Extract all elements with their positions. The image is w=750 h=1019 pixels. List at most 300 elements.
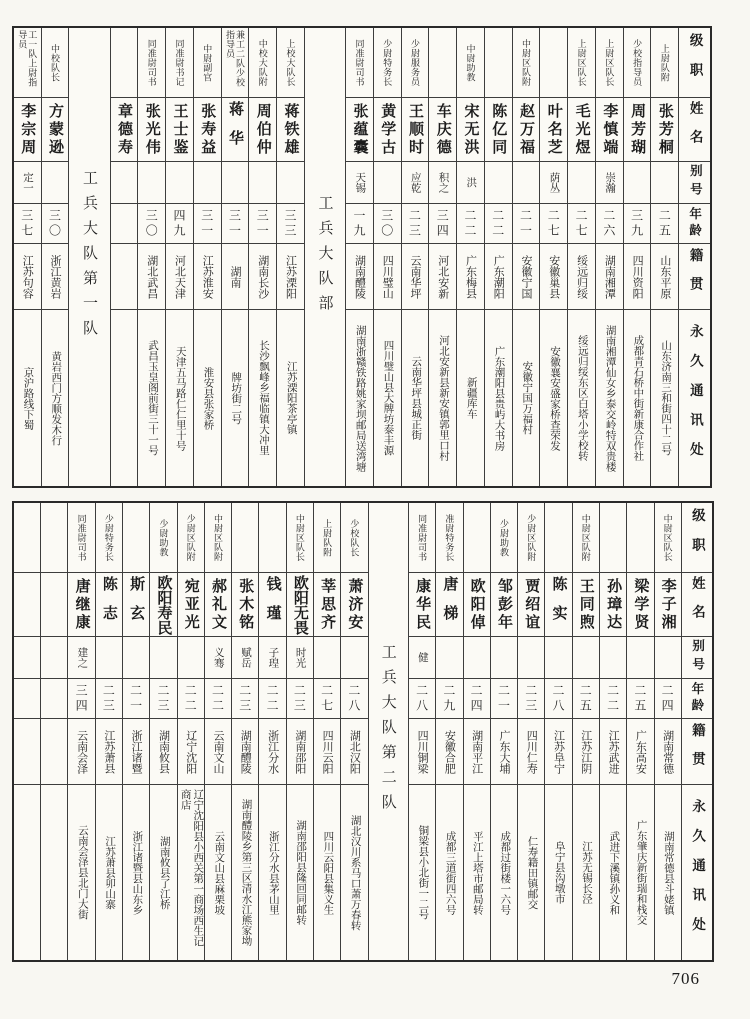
- section-divider-label: 工兵大队第一队: [80, 169, 97, 345]
- person-column: [595, 28, 623, 486]
- person-column: [149, 503, 176, 960]
- name-cell: 王士鉴: [166, 98, 193, 162]
- person-column: [435, 503, 462, 960]
- native-cell: 四川仁寿: [518, 719, 544, 785]
- rank-cell: 同准尉司书: [409, 503, 435, 573]
- header-name: 姓名: [682, 573, 712, 637]
- person-column: [408, 503, 435, 960]
- age-cell: 四九: [166, 204, 193, 244]
- name-cell: 张寿益: [194, 98, 221, 162]
- native-cell: 辽宁沈阳: [178, 719, 204, 785]
- rank-cell: [464, 503, 490, 573]
- person-column: [484, 28, 512, 486]
- header-alias: 别号: [679, 162, 710, 204]
- native-cell: 湖南: [222, 244, 249, 310]
- rank-cell: 少尉特务长: [96, 503, 122, 573]
- rank-cell: 中尉区队附: [205, 503, 231, 573]
- person-column: [340, 503, 367, 960]
- alias-cell: 子瑝: [259, 637, 285, 679]
- name-cell: 张芳桐: [651, 98, 678, 162]
- name-cell: 叶名芝: [540, 98, 567, 162]
- person-column: [95, 503, 122, 960]
- person-column: [248, 28, 276, 486]
- age-cell: 二八: [545, 679, 571, 719]
- header-native: 籍贯: [679, 244, 710, 310]
- rank-cell: 上校大队长: [277, 28, 304, 98]
- native-cell: 湖南常德: [655, 719, 681, 785]
- address-cell: 仁寿籍田镇邮交: [526, 835, 538, 910]
- name-cell: 毛光煜: [568, 98, 595, 162]
- native-cell: 江苏武进: [600, 719, 626, 785]
- alias-cell: [194, 162, 221, 204]
- address-cell: 天津五马路仁仁里十号: [174, 345, 186, 451]
- age-cell: 三〇: [374, 204, 401, 244]
- alias-cell: 义骞: [205, 637, 231, 679]
- rank-cell: 同准尉书记: [166, 28, 193, 98]
- native-cell: 江苏溧阳: [277, 244, 304, 310]
- address-cell: 湖南邵阳县隆回同邮转: [295, 820, 307, 925]
- name-cell: 张木铭: [232, 573, 258, 637]
- alias-cell: [513, 162, 540, 204]
- header-column: [678, 28, 710, 486]
- name-cell: 邹彭年: [491, 573, 517, 637]
- rank-cell: [627, 503, 653, 573]
- name-cell: 赵万福: [513, 98, 540, 162]
- native-cell: 湖南湘潭: [596, 244, 623, 310]
- address-cell: 成都青石桥中街新康合作社: [632, 335, 644, 461]
- name-cell: 唐梯: [436, 573, 462, 637]
- native-cell: 湖南邵阳: [287, 719, 313, 785]
- alias-cell: [341, 637, 367, 679]
- address-cell: 安徽襄安盛家桥查荣发: [549, 345, 561, 451]
- person-column: [517, 503, 544, 960]
- person-column: [110, 28, 138, 486]
- address-cell: 湖北汉川系马口萧万春转: [349, 814, 361, 931]
- name-cell: 贾绍谊: [518, 573, 544, 637]
- empty-cell: [14, 637, 40, 679]
- age-cell: 二八: [341, 679, 367, 719]
- native-cell: 湖南平江: [464, 719, 490, 785]
- alias-cell: [485, 162, 512, 204]
- age-cell: 三三: [277, 204, 304, 244]
- name-cell: 唐继康: [68, 573, 94, 637]
- section-divider: [304, 28, 345, 486]
- name-cell: 欧阳倬: [464, 573, 490, 637]
- address-cell: 浙江分水县茅山里: [267, 830, 279, 915]
- native-cell: 山东平原: [651, 244, 678, 310]
- name-cell: 章德寿: [111, 98, 138, 162]
- rank-cell: 中尉区队长: [655, 503, 681, 573]
- alias-cell: [464, 637, 490, 679]
- name-cell: 李子湘: [655, 573, 681, 637]
- alias-cell: [491, 637, 517, 679]
- empty-cell: [14, 573, 40, 637]
- address-cell: 成都过街楼一六号: [499, 830, 511, 915]
- native-cell: 浙江黄岩: [42, 244, 69, 310]
- address-cell: 淮安县张家桥: [202, 366, 214, 430]
- person-column: [14, 28, 41, 486]
- address-cell: 山东济南三和街四十二号: [660, 340, 672, 456]
- alias-cell: [545, 637, 571, 679]
- address-cell: [111, 310, 138, 486]
- age-cell: 二三: [96, 679, 122, 719]
- person-column: [456, 28, 484, 486]
- address-cell: 四川璧山县大牌坊泰丰源: [382, 340, 394, 456]
- header-age: 年龄: [682, 679, 712, 719]
- native-cell: 云南会泽: [68, 719, 94, 785]
- empty-cell: [41, 719, 67, 785]
- address-cell: 湖南常德县斗姥镇: [662, 830, 674, 915]
- alias-cell: [655, 637, 681, 679]
- rank-cell: 中尉副官: [194, 28, 221, 98]
- age-cell: 二一: [491, 679, 517, 719]
- alias-cell: 定一: [14, 162, 41, 204]
- address-cell: 铜梁县小北街一二号: [417, 825, 429, 920]
- address-cell: 河北安新县新安镇郭里口村: [437, 335, 449, 461]
- native-cell: 江苏阜宁: [545, 719, 571, 785]
- age-cell: 三四: [429, 204, 456, 244]
- rank-cell: [429, 28, 456, 98]
- age-cell: 二五: [651, 204, 678, 244]
- rank-cell: [600, 503, 626, 573]
- person-column: [626, 503, 653, 960]
- section-divider: [368, 503, 408, 960]
- header-age: 年龄: [679, 204, 710, 244]
- age-cell: 二三: [287, 679, 313, 719]
- address-cell: 长沙飘峰乡福临镇大冲里: [258, 340, 270, 456]
- empty-cell: [14, 503, 40, 573]
- empty-cell: [41, 573, 67, 637]
- native-cell: 绥远归绥: [568, 244, 595, 310]
- person-column: [41, 28, 69, 486]
- person-column: [373, 28, 401, 486]
- age-cell: 三四: [68, 679, 94, 719]
- person-column: [313, 503, 340, 960]
- name-cell: 方蒙逊: [42, 98, 69, 162]
- native-cell: 河北安新: [429, 244, 456, 310]
- alias-cell: [166, 162, 193, 204]
- age-cell: 二三: [518, 679, 544, 719]
- name-cell: 陈实: [545, 573, 571, 637]
- person-column: [463, 503, 490, 960]
- header-native: 籍贯: [682, 719, 712, 785]
- alias-cell: [627, 637, 653, 679]
- name-cell: 黄学古: [374, 98, 401, 162]
- native-cell: 江苏萧县: [96, 719, 122, 785]
- rank-cell: 同准尉司书: [346, 28, 373, 98]
- address-cell: 绥远归绥东区白塔小学校转: [576, 335, 588, 461]
- address-cell: 平江上塔市邮局转: [471, 830, 483, 915]
- person-column: [165, 28, 193, 486]
- alias-cell: [277, 162, 304, 204]
- age-cell: 二二: [259, 679, 285, 719]
- native-cell: 浙江诸暨: [123, 719, 149, 785]
- name-cell: 孙璋达: [600, 573, 626, 637]
- native-cell: 四川资阳: [624, 244, 651, 310]
- person-column: [490, 503, 517, 960]
- rank-cell: 准尉特务长: [436, 503, 462, 573]
- name-cell: 康华民: [409, 573, 435, 637]
- native-cell: 四川云阳: [314, 719, 340, 785]
- native-cell: 湖南醴陵: [232, 719, 258, 785]
- alias-cell: 应乾: [402, 162, 429, 204]
- person-column: [599, 503, 626, 960]
- rank-cell: [485, 28, 512, 98]
- empty-cell: [14, 785, 40, 960]
- alias-cell: [150, 637, 176, 679]
- age-cell: 二三: [232, 679, 258, 719]
- alias-cell: [178, 637, 204, 679]
- age-cell: 二二: [178, 679, 204, 719]
- rank-cell: 少尉区队附: [178, 503, 204, 573]
- address-cell: 安徽宁国万福村: [521, 361, 533, 435]
- person-column: [177, 503, 204, 960]
- age-cell: 二六: [596, 204, 623, 244]
- alias-cell: [436, 637, 462, 679]
- native-cell: 江苏句容: [14, 244, 41, 310]
- name-cell: 陈志: [96, 573, 122, 637]
- age-cell: 二二: [485, 204, 512, 244]
- native-cell: 湖南醴陵: [346, 244, 373, 310]
- alias-cell: 天锡: [346, 162, 373, 204]
- native-cell: 云南华坪: [402, 244, 429, 310]
- name-cell: 斯玄: [123, 573, 149, 637]
- alias-cell: 健: [409, 637, 435, 679]
- name-cell: 宛亚光: [178, 573, 204, 637]
- empty-cell: [14, 679, 40, 719]
- rank-cell: 上尉队附: [314, 503, 340, 573]
- header-address: 永久通讯处: [687, 324, 703, 472]
- rank-cell: 工一队上尉指导员: [14, 28, 41, 98]
- native-cell: 河北天津: [166, 244, 193, 310]
- empty-column: [40, 503, 67, 960]
- name-cell: 陈亿同: [485, 98, 512, 162]
- section-divider: [68, 28, 109, 486]
- header-address: 永久通讯处: [690, 798, 706, 947]
- section-divider-label: 工兵大队部: [316, 194, 333, 320]
- native-cell: 浙江分水: [259, 719, 285, 785]
- native-cell: 江苏淮安: [194, 244, 221, 310]
- age-cell: 三一: [194, 204, 221, 244]
- person-column: [137, 28, 165, 486]
- name-cell: 梁学贤: [627, 573, 653, 637]
- rank-cell: [545, 503, 571, 573]
- alias-cell: [518, 637, 544, 679]
- rank-cell: [232, 503, 258, 573]
- alias-cell: [249, 162, 276, 204]
- age-cell: 二一: [123, 679, 149, 719]
- rank-cell: 少尉服务员: [402, 28, 429, 98]
- person-column: [193, 28, 221, 486]
- header-name: 姓名: [679, 98, 710, 162]
- alias-cell: [568, 162, 595, 204]
- name-cell: 张蕴囊: [346, 98, 373, 162]
- section-divider-label: 工兵大队第二队: [379, 644, 396, 819]
- alias-cell: [374, 162, 401, 204]
- alias-cell: [651, 162, 678, 204]
- alias-cell: 建之: [68, 637, 94, 679]
- name-cell: 蒋铁雄: [277, 98, 304, 162]
- native-cell: 湖南攸县: [150, 719, 176, 785]
- age-cell: 三七: [14, 204, 41, 244]
- alias-cell: [600, 637, 626, 679]
- age-cell: [111, 204, 138, 244]
- age-cell: 二三: [150, 679, 176, 719]
- age-cell: 二四: [655, 679, 681, 719]
- alias-cell: [111, 162, 138, 204]
- rank-cell: 少尉区队附: [518, 503, 544, 573]
- native-cell: 安徽合肥: [436, 719, 462, 785]
- name-cell: 萧济安: [341, 573, 367, 637]
- native-cell: 安徽巢县: [540, 244, 567, 310]
- native-cell: 四川铜梁: [409, 719, 435, 785]
- rank-cell: 中尉助教: [457, 28, 484, 98]
- address-cell: 江苏萧县卯山寨: [104, 835, 116, 910]
- native-cell: 广东梅县: [457, 244, 484, 310]
- rank-cell: 兼工二队少校指导员: [222, 28, 249, 98]
- person-column: [122, 503, 149, 960]
- rank-cell: 中尉区队附: [513, 28, 540, 98]
- name-cell: 蒋华: [222, 98, 249, 162]
- address-cell: 湖南攸县了江桥: [158, 835, 170, 910]
- person-column: [286, 503, 313, 960]
- person-column: [276, 28, 304, 486]
- rank-cell: 上尉队附: [651, 28, 678, 98]
- person-column: [623, 28, 651, 486]
- address-cell: 云南文山县麻栗坡: [213, 830, 225, 915]
- person-column: [654, 503, 681, 960]
- person-column: [567, 28, 595, 486]
- person-column: [544, 503, 571, 960]
- name-cell: 周芳瑚: [624, 98, 651, 162]
- age-cell: 二七: [568, 204, 595, 244]
- alias-cell: [314, 637, 340, 679]
- address-cell: 湖南湘潭仙女乡泰交岭特双贵楼: [604, 324, 616, 472]
- rank-cell: 中校大队附: [249, 28, 276, 98]
- address-cell: 京沪路线下蜀: [22, 366, 34, 430]
- empty-cell: [41, 503, 67, 573]
- age-cell: 二九: [436, 679, 462, 719]
- name-cell: 钱瑾: [259, 573, 285, 637]
- person-column: [221, 28, 249, 486]
- rank-cell: [111, 28, 138, 98]
- rank-cell: 上尉区队长: [568, 28, 595, 98]
- age-cell: 二二: [205, 679, 231, 719]
- name-cell: 宋无洪: [457, 98, 484, 162]
- native-cell: 湖北汉阳: [341, 719, 367, 785]
- name-cell: 王顺时: [402, 98, 429, 162]
- native-cell: [111, 244, 138, 310]
- age-cell: 三〇: [138, 204, 165, 244]
- person-column: [258, 503, 285, 960]
- age-cell: 三一: [222, 204, 249, 244]
- roster-table-bottom: [12, 501, 714, 962]
- age-cell: 二五: [573, 679, 599, 719]
- address-cell: 广东潮阳县贵屿大书房: [493, 345, 505, 451]
- alias-cell: 洪: [457, 162, 484, 204]
- person-column: [428, 28, 456, 486]
- rank-cell: 少尉特务长: [374, 28, 401, 98]
- person-column: [231, 503, 258, 960]
- address-cell: 牌坊街二号: [230, 371, 242, 425]
- age-cell: 二二: [457, 204, 484, 244]
- native-cell: 云南文山: [205, 719, 231, 785]
- name-cell: 车庆德: [429, 98, 456, 162]
- rank-cell: 少尉助教: [491, 503, 517, 573]
- header-alias: 别号: [682, 637, 712, 679]
- address-cell: 武昌玉皇阁前街三十一号: [146, 340, 158, 456]
- age-cell: 二七: [314, 679, 340, 719]
- address-cell: 武进下溪镇孙义和: [608, 830, 620, 915]
- person-column: [401, 28, 429, 486]
- name-cell: 郝礼文: [205, 573, 231, 637]
- age-cell: 二七: [540, 204, 567, 244]
- person-column: [650, 28, 678, 486]
- address-cell: 江苏溧阳茶亭镇: [285, 361, 297, 435]
- address-cell: 云南会泽县北门大街: [76, 825, 88, 920]
- age-cell: 三〇: [42, 204, 69, 244]
- name-cell: 周伯仲: [249, 98, 276, 162]
- person-column: [572, 503, 599, 960]
- alias-cell: [96, 637, 122, 679]
- name-cell: 莘思齐: [314, 573, 340, 637]
- header-rank: 级职: [679, 28, 710, 98]
- alias-cell: 崇瀚: [596, 162, 623, 204]
- address-cell: 阜宁县沟墩市: [553, 841, 565, 904]
- person-column: [539, 28, 567, 486]
- address-cell: 湖南醴陵乡第三区清水江熊家坳: [240, 799, 252, 946]
- rank-cell: [540, 28, 567, 98]
- native-cell: 湖南长沙: [249, 244, 276, 310]
- age-cell: 三九: [624, 204, 651, 244]
- native-cell: 广东大埔: [491, 719, 517, 785]
- alias-cell: 荫丛: [540, 162, 567, 204]
- rank-cell: 中校队长: [42, 28, 69, 98]
- rank-cell: 上尉区队长: [596, 28, 623, 98]
- empty-cell: [41, 637, 67, 679]
- address-cell: 广东肇庆新街瑞和栈交: [635, 820, 647, 925]
- alias-cell: 赋岳: [232, 637, 258, 679]
- address-cell: 江苏无锡长泾: [581, 841, 593, 904]
- age-cell: 一九: [346, 204, 373, 244]
- empty-cell: [14, 719, 40, 785]
- alias-cell: [123, 637, 149, 679]
- empty-column: [14, 503, 40, 960]
- name-cell: 李慎端: [596, 98, 623, 162]
- rank-cell: 中尉区队长: [287, 503, 313, 573]
- alias-cell: [222, 162, 249, 204]
- native-cell: 安徽宁国: [513, 244, 540, 310]
- name-cell: 张光伟: [138, 98, 165, 162]
- native-cell: 江苏江阴: [573, 719, 599, 785]
- alias-cell: [624, 162, 651, 204]
- rank-cell: 中尉区队附: [573, 503, 599, 573]
- rank-cell: 同准尉司书: [68, 503, 94, 573]
- address-cell: 成都三道街四六号: [444, 830, 456, 915]
- name-cell: 王同煦: [573, 573, 599, 637]
- age-cell: 二五: [627, 679, 653, 719]
- person-column: [512, 28, 540, 486]
- header-rank: 级职: [682, 503, 712, 573]
- native-cell: 四川璧山: [374, 244, 401, 310]
- alias-cell: 时光: [287, 637, 313, 679]
- name-cell: 欧阳无畏: [287, 573, 313, 637]
- age-cell: 二四: [464, 679, 490, 719]
- address-cell: 黄岩西门方顺发木行: [50, 350, 62, 446]
- address-cell: 辽宁沈阳县小西关第一商场西生记商店: [179, 789, 204, 947]
- age-cell: 二八: [409, 679, 435, 719]
- alias-cell: [573, 637, 599, 679]
